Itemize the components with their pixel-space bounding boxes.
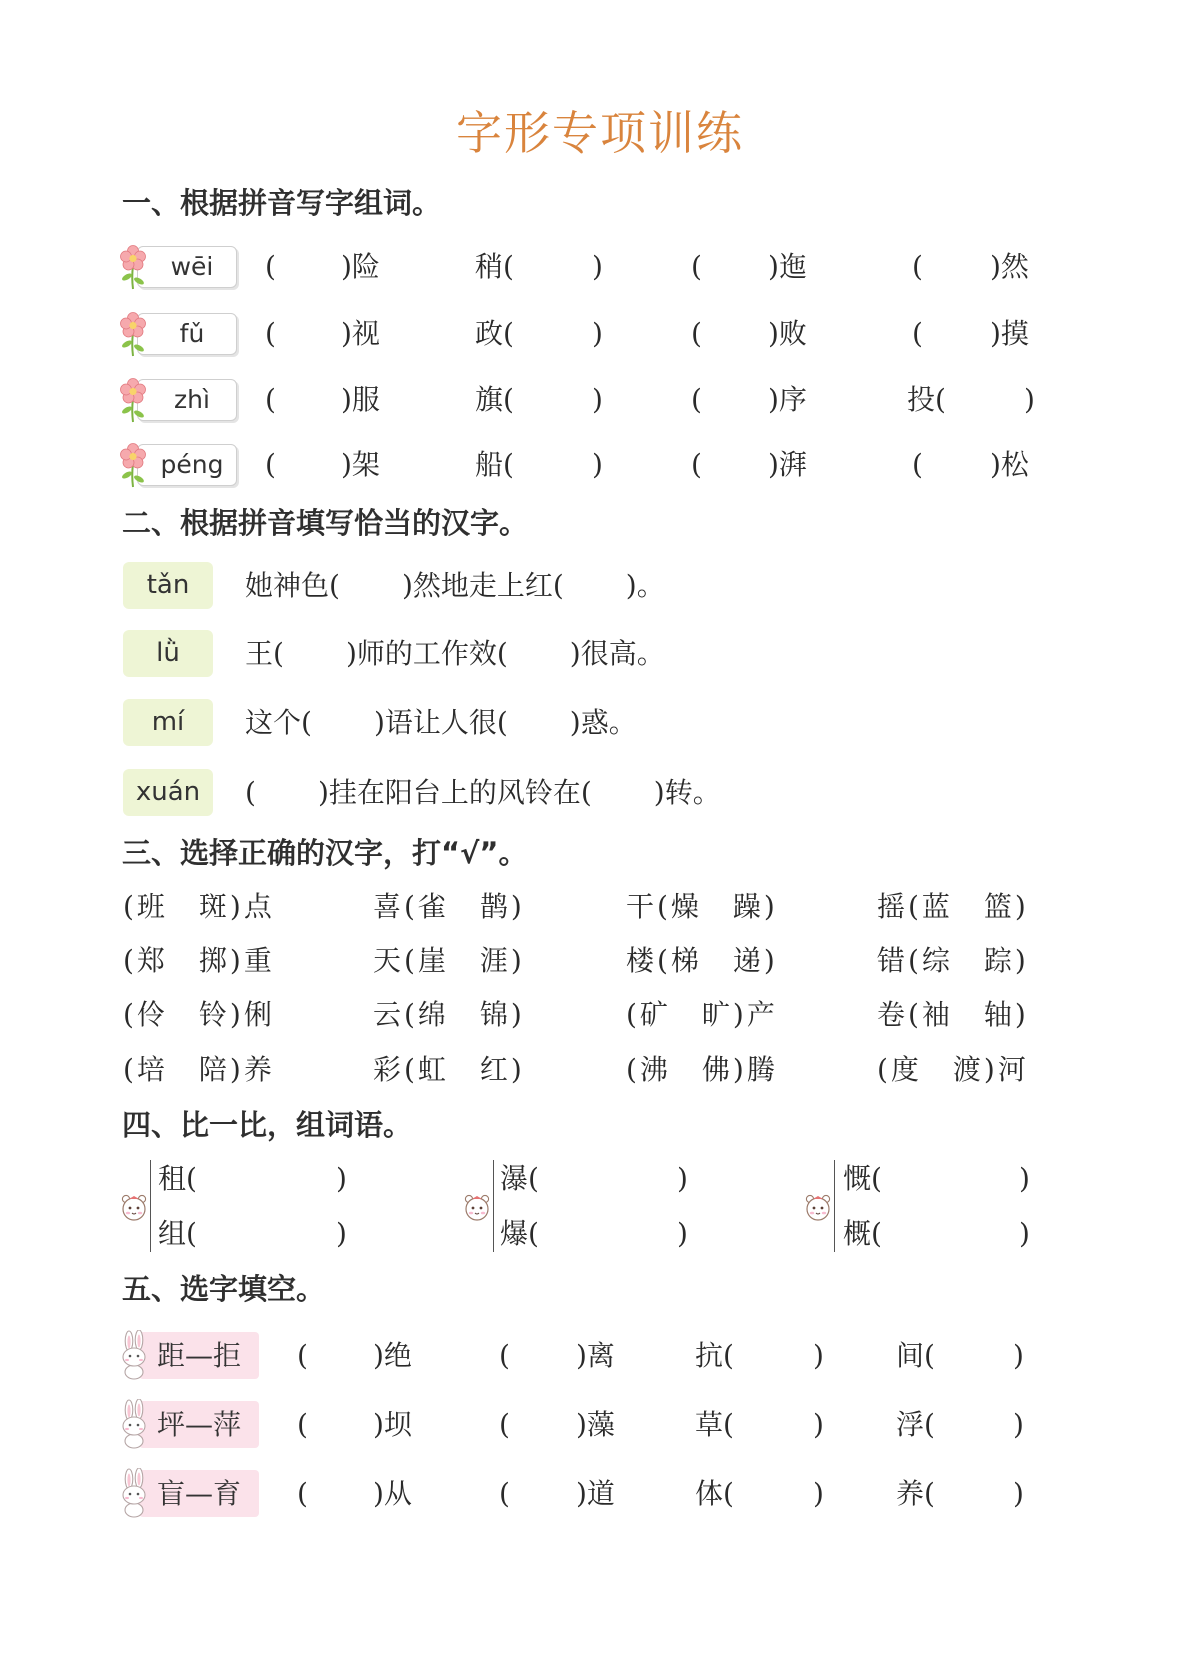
cell-text-before-blank: ( <box>691 317 702 350</box>
cell-text-before-blank: 概( <box>843 1217 882 1250</box>
character-pair-label: 距—拒 <box>139 1332 259 1379</box>
compare-group <box>807 1156 1037 1256</box>
section1-heading: 一、根据拼音写字组词。 <box>122 186 442 220</box>
cell-text-after-blank: ) <box>1019 1162 1030 1195</box>
pinyin-box: mí <box>123 699 213 746</box>
cell-text-after-blank: ) <box>1024 383 1035 416</box>
answer-blank <box>340 585 402 595</box>
answer-blank <box>508 722 570 732</box>
sentence-segment: )语让人很( <box>373 706 508 739</box>
cell-text-before-blank: 组( <box>158 1217 197 1250</box>
cell-text-after-blank: )从 <box>373 1477 412 1510</box>
section5-heading: 五、选字填空。 <box>122 1272 326 1306</box>
section5-row <box>0 1332 1200 1379</box>
cell-text-after-blank: )坝 <box>373 1408 412 1441</box>
cell-text-before-blank: 瀑( <box>500 1162 539 1195</box>
cell-text-after-blank: ) <box>1019 1217 1030 1250</box>
compare-line <box>466 1158 696 1200</box>
sentence-segment: )师的工作效( <box>345 637 508 670</box>
section3-row <box>0 886 1200 928</box>
choice-item: 卷(袖 轴) <box>877 998 1029 1031</box>
flower-icon <box>118 377 148 423</box>
page-title: 字形专项训练 <box>456 106 744 160</box>
cell-text-after-blank: ) <box>1013 1339 1024 1372</box>
choice-item: (矿 旷)产 <box>626 998 778 1031</box>
sentence-segment: 这个( <box>245 706 312 739</box>
cell-text-before-blank: ( <box>912 448 923 481</box>
sentence-segment: 王( <box>245 637 284 670</box>
cell-text-after-blank: )松 <box>990 448 1029 481</box>
pinyin-box: fǔ <box>137 313 237 355</box>
choice-item: (沸 佛)腾 <box>626 1053 778 1086</box>
section1-row <box>0 379 1200 421</box>
cell-text-after-blank: ) <box>336 1217 347 1250</box>
answer-blank <box>564 585 626 595</box>
sentence-segment: )。 <box>625 569 665 602</box>
choice-item: (伶 铃)俐 <box>123 998 275 1031</box>
cell-text-before-blank: ( <box>912 317 923 350</box>
flower-icon <box>118 442 148 488</box>
section1-row <box>0 444 1200 486</box>
section2-row <box>0 769 1200 816</box>
choice-item: 摇(蓝 篮) <box>877 890 1029 923</box>
pinyin-box: zhì <box>137 379 237 421</box>
section2-heading: 二、根据拼音填写恰当的汉字。 <box>122 506 529 540</box>
cell-text-after-blank: )然 <box>990 250 1029 283</box>
choice-item: 云(绵 锦) <box>373 998 525 1031</box>
cell-text-before-blank: ( <box>297 1408 308 1441</box>
cell-text-before-blank: 草( <box>695 1408 734 1441</box>
bunny-icon <box>118 1468 152 1518</box>
section2-row <box>0 699 1200 746</box>
pinyin-box: lǜ <box>123 630 213 677</box>
section2-row <box>0 562 1200 609</box>
compare-line <box>807 1158 1037 1200</box>
cell-text-after-blank: )迤 <box>768 250 807 283</box>
cell-text-before-blank: 政( <box>475 317 514 350</box>
compare-group <box>123 1156 353 1256</box>
cell-text-after-blank: ) <box>1013 1408 1024 1441</box>
fill-in-sentence <box>245 769 721 816</box>
cell-text-after-blank: ) <box>336 1162 347 1195</box>
cell-text-before-blank: ( <box>499 1477 510 1510</box>
cell-text-after-blank: ) <box>677 1162 688 1195</box>
pinyin-box: tǎn <box>123 562 213 609</box>
sentence-segment: )惑。 <box>569 706 637 739</box>
answer-blank <box>312 722 374 732</box>
character-pair-label: 坪—萍 <box>139 1401 259 1448</box>
sentence-segment: )很高。 <box>569 637 665 670</box>
section3-row <box>0 940 1200 982</box>
cell-text-before-blank: 养( <box>896 1477 935 1510</box>
sentence-segment: )挂在阳台上的风铃在( <box>317 776 592 809</box>
choice-item: 彩(虹 红) <box>373 1053 525 1086</box>
cell-text-before-blank: 船( <box>475 448 514 481</box>
compare-line <box>123 1213 353 1255</box>
cell-text-after-blank: )绝 <box>373 1339 412 1372</box>
cell-text-after-blank: ) <box>1013 1477 1024 1510</box>
sentence-segment: )然地走上红( <box>401 569 564 602</box>
cell-text-after-blank: )摸 <box>990 317 1029 350</box>
cell-text-before-blank: 稍( <box>475 250 514 283</box>
flower-icon <box>118 244 148 290</box>
section3-row <box>0 1049 1200 1091</box>
choice-item: (度 渡)河 <box>877 1053 1029 1086</box>
answer-blank <box>256 792 318 802</box>
cell-text-before-blank: 投( <box>907 383 946 416</box>
cell-text-after-blank: )道 <box>576 1477 615 1510</box>
section1-row <box>0 246 1200 288</box>
pinyin-box: wēi <box>137 246 237 288</box>
choice-item: (班 斑)点 <box>123 890 275 923</box>
section1-row <box>0 313 1200 355</box>
cell-text-after-blank: )险 <box>341 250 380 283</box>
cell-text-before-blank: 慨( <box>843 1162 882 1195</box>
choice-item: 错(综 踪) <box>877 944 1029 977</box>
sentence-segment: 她神色( <box>245 569 340 602</box>
cell-text-before-blank: ( <box>265 383 276 416</box>
answer-blank <box>592 792 654 802</box>
cell-text-before-blank: 体( <box>695 1477 734 1510</box>
cell-text-before-blank: ( <box>912 250 923 283</box>
pinyin-box: péng <box>137 444 237 486</box>
cell-text-after-blank: ) <box>813 1408 824 1441</box>
cell-text-before-blank: 浮( <box>896 1408 935 1441</box>
choice-item: (郑 掷)重 <box>123 944 275 977</box>
section3-row <box>0 994 1200 1036</box>
cell-text-before-blank: ( <box>265 448 276 481</box>
cell-text-before-blank: ( <box>499 1408 510 1441</box>
choice-item: 天(崖 涯) <box>373 944 525 977</box>
choice-item: 干(燥 躁) <box>626 890 778 923</box>
cell-text-after-blank: )视 <box>341 317 380 350</box>
section2-row <box>0 630 1200 677</box>
compare-line <box>807 1213 1037 1255</box>
cell-text-after-blank: ) <box>592 383 603 416</box>
choice-item: 喜(雀 鹊) <box>373 890 525 923</box>
compare-line <box>123 1158 353 1200</box>
cell-text-before-blank: 抗( <box>695 1339 734 1372</box>
bunny-icon <box>118 1330 152 1380</box>
cell-text-before-blank: 爆( <box>500 1217 539 1250</box>
section4-heading: 四、比一比，组词语。 <box>122 1108 413 1142</box>
cell-text-before-blank: ( <box>499 1339 510 1372</box>
cell-text-after-blank: )序 <box>768 383 807 416</box>
cell-text-after-blank: ) <box>592 250 603 283</box>
section3-heading: 三、选择正确的汉字，打“√”。 <box>122 836 528 870</box>
choice-item: (培 陪)养 <box>123 1053 275 1086</box>
compare-line <box>466 1213 696 1255</box>
section5-row <box>0 1401 1200 1448</box>
cell-text-after-blank: ) <box>813 1477 824 1510</box>
cell-text-before-blank: 租( <box>158 1162 197 1195</box>
fill-in-sentence <box>245 699 637 746</box>
answer-blank <box>508 653 570 663</box>
cell-text-before-blank: 旗( <box>475 383 514 416</box>
cell-text-before-blank: ( <box>691 383 702 416</box>
cell-text-after-blank: ) <box>813 1339 824 1372</box>
cell-text-after-blank: )服 <box>341 383 380 416</box>
sentence-segment: ( <box>245 776 256 809</box>
cell-text-after-blank: )架 <box>341 448 380 481</box>
cell-text-after-blank: )湃 <box>768 448 807 481</box>
cell-text-before-blank: ( <box>691 250 702 283</box>
fill-in-sentence <box>245 562 665 609</box>
cell-text-before-blank: 间( <box>896 1339 935 1372</box>
pinyin-box: xuán <box>123 769 213 816</box>
cell-text-before-blank: ( <box>265 317 276 350</box>
cell-text-before-blank: ( <box>297 1477 308 1510</box>
cell-text-after-blank: ) <box>677 1217 688 1250</box>
flower-icon <box>118 311 148 357</box>
cell-text-after-blank: )离 <box>576 1339 615 1372</box>
fill-in-sentence <box>245 630 665 677</box>
character-pair-label: 盲—育 <box>139 1470 259 1517</box>
choice-item: 楼(梯 递) <box>626 944 778 977</box>
cell-text-before-blank: ( <box>265 250 276 283</box>
bunny-icon <box>118 1399 152 1449</box>
cell-text-after-blank: )败 <box>768 317 807 350</box>
cell-text-before-blank: ( <box>691 448 702 481</box>
cell-text-after-blank: )藻 <box>576 1408 615 1441</box>
cell-text-after-blank: ) <box>592 317 603 350</box>
section5-row <box>0 1470 1200 1517</box>
compare-group <box>466 1156 696 1256</box>
sentence-segment: )转。 <box>653 776 721 809</box>
answer-blank <box>284 653 346 663</box>
cell-text-after-blank: ) <box>592 448 603 481</box>
cell-text-before-blank: ( <box>297 1339 308 1372</box>
